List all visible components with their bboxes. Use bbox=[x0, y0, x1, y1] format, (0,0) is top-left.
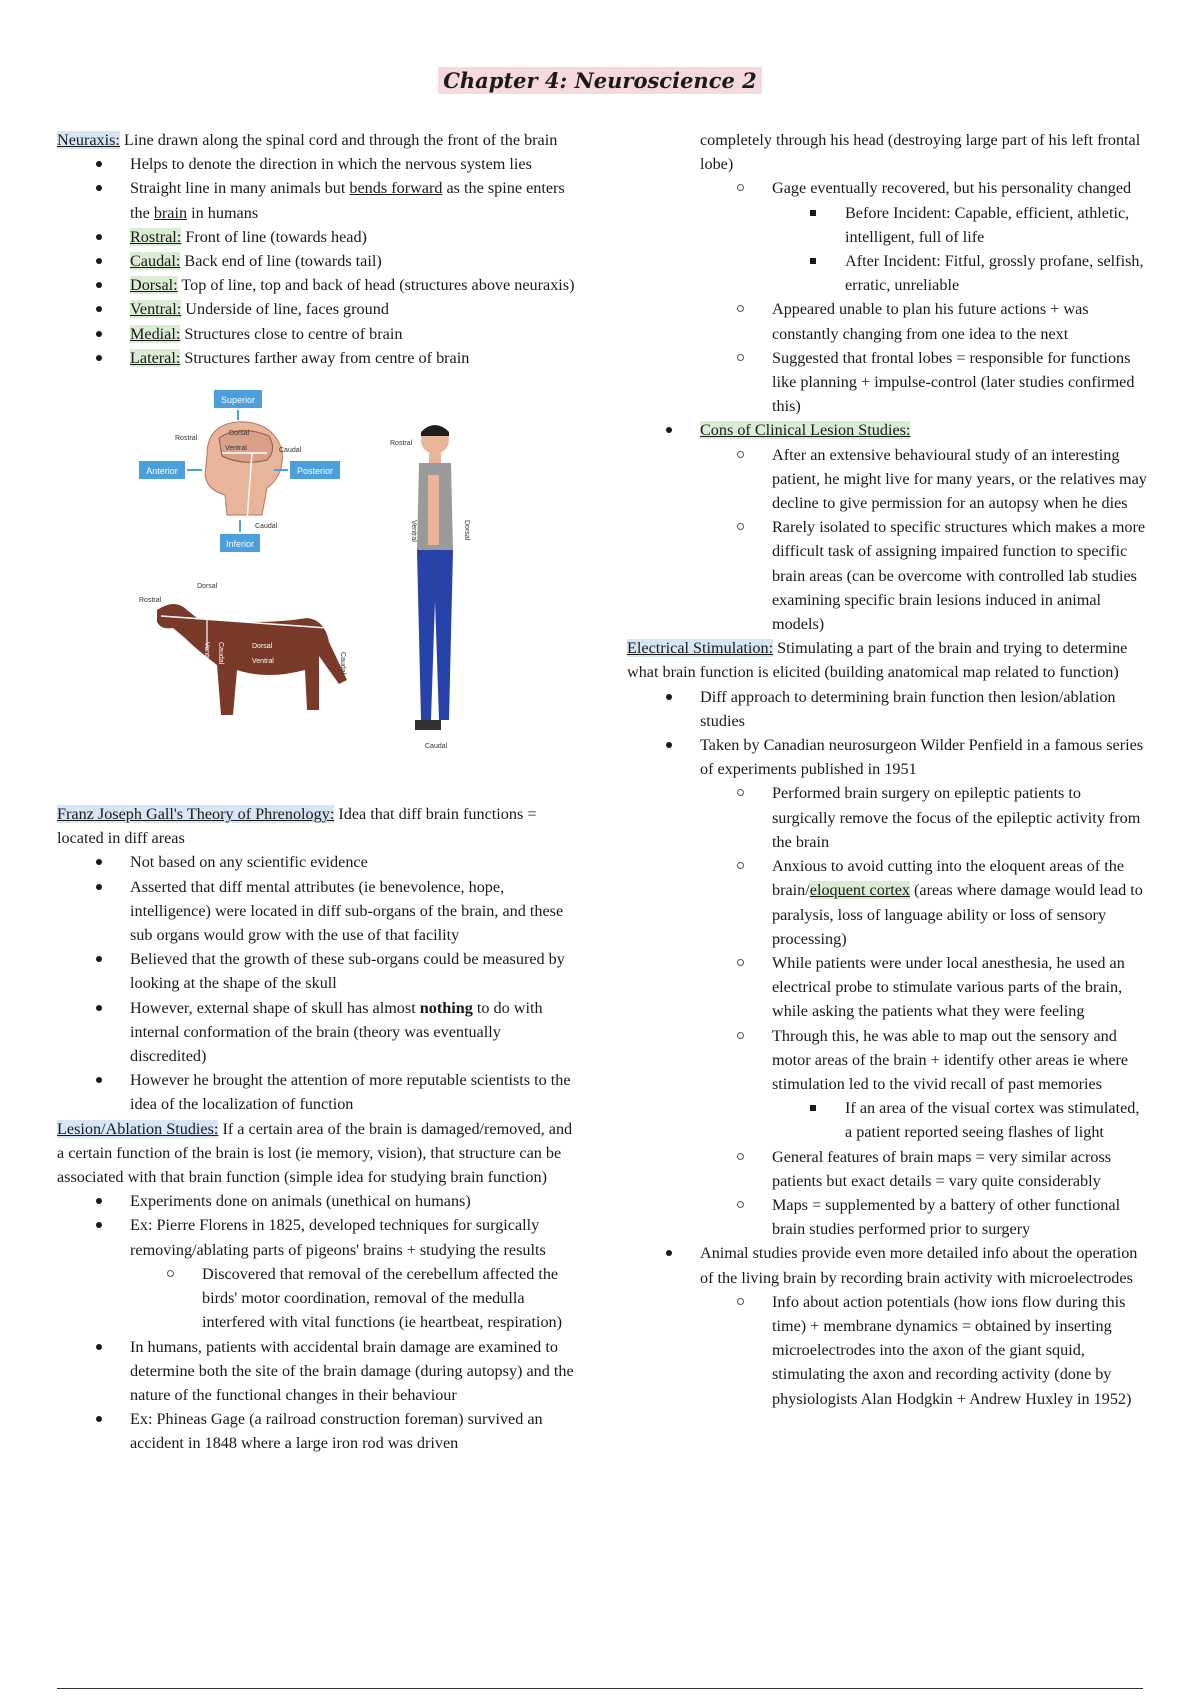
human-arm bbox=[428, 475, 439, 545]
list-item: While patients were under local anesthesia, he used an electrical probe to stimulate various parts of the brain, while asking the patients what they were feeling bbox=[627, 951, 1147, 1024]
medial-term: Medial: bbox=[130, 324, 181, 343]
footer-divider bbox=[57, 1688, 1143, 1689]
neuraxis-term: Neuraxis: bbox=[57, 131, 120, 149]
list-item: After an extensive behavioural study of an interesting patient, he might live for many years, or the relatives may decline to give permission for an autopsy when he dies bbox=[627, 443, 1147, 516]
anterior-label: Anterior bbox=[146, 466, 178, 477]
eloquent-cortex-term: eloquent cortex bbox=[809, 881, 910, 900]
dog-caudal-vertical-label: Caudal bbox=[217, 642, 224, 665]
lesion-list bbox=[57, 1189, 577, 1455]
list-item: Rarely isolated to specific structures which makes a more difficult task of assigning impaired function to specific brain areas (can be overcome with controlled lab studies examining specific brain lesions induced in animal models) bbox=[627, 515, 1147, 636]
human-dorsal-label: Dorsal bbox=[463, 520, 470, 541]
anatomical-directions-figure bbox=[57, 380, 527, 792]
list-item: Dorsal: Top of line, top and back of head (structures above neuraxis) bbox=[57, 273, 577, 297]
list-item: However he brought the attention of more reputable scientists to the idea of the localization of function bbox=[57, 1068, 577, 1116]
dog-dorsal-label-2: Dorsal bbox=[252, 643, 273, 651]
cons-term: Cons of Clinical Lesion Studies: bbox=[700, 421, 911, 440]
lesion-term: Lesion/Ablation Studies: bbox=[57, 1119, 219, 1138]
list-item: Ex: Pierre Florens in 1825, developed techniques for surgically removing/ablating parts of pigeons' brains + studying the results bbox=[57, 1213, 577, 1261]
dog-dorsal-label: Dorsal bbox=[197, 583, 218, 591]
head-rostral-label: Rostral bbox=[175, 435, 198, 443]
inferior-label: Inferior bbox=[225, 539, 255, 550]
dog-caudal-label: Caudal bbox=[339, 652, 346, 675]
list-item: Info about action potentials (how ions flow during this time) + membrane dynamics = obtained by inserting microelectrodes into the axon of the giant squid, stimulating the axon and recording activity (done by physiologists Alan Hodgkin + Andrew Huxley in 1952) bbox=[627, 1290, 1147, 1411]
bold-text: nothing bbox=[419, 998, 473, 1017]
gall-list bbox=[57, 850, 577, 1116]
list-item: Discovered that removal of the cerebellum affected the birds' motor coordination, removal of the medulla interfered with vital functions (ie heartbeat, respiration) bbox=[57, 1262, 577, 1335]
left-column bbox=[57, 128, 577, 1456]
list-item: Performed brain surgery on epileptic patients to surgically remove the focus of the epileptic activity from the brain bbox=[627, 781, 1147, 854]
list-item: Experiments done on animals (unethical on humans) bbox=[57, 1189, 577, 1213]
list-item: Before Incident: Capable, efficient, athletic, intelligent, full of life bbox=[627, 201, 1147, 249]
underlined-text: brain bbox=[153, 203, 188, 222]
list-item: However, external shape of skull has almost nothing to do with internal conformation of the brain (theory was eventually discredited) bbox=[57, 996, 577, 1069]
human-rostral-label: Rostral bbox=[390, 440, 413, 448]
gage-list bbox=[627, 128, 1147, 636]
human-shoe bbox=[415, 720, 441, 730]
electrical-stimulation-definition: Electrical Stimulation: Stimulating a part of the brain and trying to determine what brain function is elicited (building anatomical map related to function) bbox=[627, 639, 1128, 682]
posterior-label: Posterior bbox=[296, 466, 334, 477]
human-hair bbox=[421, 425, 449, 436]
rostral-term: Rostral: bbox=[130, 227, 182, 246]
anatomy-illustration bbox=[57, 380, 527, 792]
list-item: Diff approach to determining brain function then lesion/ablation studies bbox=[627, 685, 1147, 733]
list-item: Ventral: Underside of line, faces ground bbox=[57, 297, 577, 321]
list-item: Suggested that frontal lobes = responsible for functions like planning + impulse-control (later studies confirmed this) bbox=[627, 346, 1147, 419]
caudal-term: Caudal: bbox=[130, 252, 181, 271]
list-item: Anxious to avoid cutting into the eloquent areas of the brain/eloquent cortex (areas where damage would lead to paralysis, loss of language ability or loss of sensory processing) bbox=[627, 854, 1147, 951]
list-item: Appeared unable to plan his future actions + was constantly changing from one idea to the next bbox=[627, 297, 1147, 345]
ventral-term: Ventral: bbox=[130, 300, 182, 319]
list-item: Straight line in many animals but bends forward as the spine enters the brain in humans bbox=[57, 176, 577, 224]
head-caudal-label-2: Caudal bbox=[255, 523, 278, 531]
list-item: Believed that the growth of these sub-organs could be measured by looking at the shape of the skull bbox=[57, 947, 577, 995]
human-diagram bbox=[390, 425, 470, 750]
es-term: Electrical Stimulation: bbox=[627, 639, 774, 658]
human-neck bbox=[429, 453, 441, 463]
head-dorsal-label: Dorsal bbox=[229, 430, 250, 438]
dorsal-term: Dorsal: bbox=[130, 276, 178, 295]
list-item-continuation: completely through his head (destroying large part of his left frontal lobe) bbox=[700, 131, 1141, 174]
gall-definition: Franz Joseph Gall's Theory of Phrenology: Idea that diff brain functions = located in diff areas bbox=[57, 805, 537, 848]
es-list bbox=[627, 685, 1147, 1411]
list-item: Through this, he was able to map out the sensory and motor areas of the brain + identify other areas ie where stimulation led to the vivid recall of past memories bbox=[627, 1024, 1147, 1097]
list-item: Rostral: Front of line (towards head) bbox=[57, 225, 577, 249]
list-item: Maps = supplemented by a battery of other functional brain studies performed prior to surgery bbox=[627, 1193, 1147, 1241]
superior-label: Superior bbox=[220, 395, 256, 406]
dog-diagram bbox=[139, 583, 347, 715]
neuraxis-definition bbox=[57, 128, 577, 152]
list-item: Not based on any scientific evidence bbox=[57, 850, 577, 874]
human-ventral-label: Ventral bbox=[410, 520, 417, 542]
page-title bbox=[0, 68, 1200, 93]
underlined-text: bends forward bbox=[349, 179, 443, 198]
gall-term: Franz Joseph Gall's Theory of Phrenology: bbox=[57, 805, 335, 824]
list-item: Lateral: Structures farther away from centre of brain bbox=[57, 346, 577, 370]
lesion-definition: Lesion/Ablation Studies: If a certain area of the brain is damaged/removed, and a certain function of the brain is lost (ie memory, vision), that structure can be associated with that brain function (simple idea for studying brain function) bbox=[57, 1119, 573, 1187]
neuraxis-list bbox=[57, 152, 577, 370]
list-item: If an area of the visual cortex was stimulated, a patient reported seeing flashes of light bbox=[627, 1096, 1147, 1144]
list-item: Taken by Canadian neurosurgeon Wilder Penfield in a famous series of experiments published in 1951 bbox=[627, 733, 1147, 781]
list-item: Gage eventually recovered, but his personality changed bbox=[627, 176, 1147, 200]
list-item bbox=[627, 418, 1147, 442]
head-diagram bbox=[139, 390, 340, 552]
right-column bbox=[627, 128, 1147, 1411]
human-jeans bbox=[417, 550, 453, 720]
neuraxis-def: Line drawn along the spinal cord and through the front of the brain bbox=[119, 131, 558, 149]
dog-ventral-vertical-label: Ventral bbox=[203, 642, 210, 664]
dog-rostral-label: Rostral bbox=[139, 597, 162, 605]
head-ventral-label: Ventral bbox=[225, 445, 247, 453]
list-item: After Incident: Fitful, grossly profane, selfish, erratic, unreliable bbox=[627, 249, 1147, 297]
list-item: Medial: Structures close to centre of brain bbox=[57, 322, 577, 346]
list-item: Animal studies provide even more detailed info about the operation of the living brain by recording brain activity with microelectrodes bbox=[627, 1241, 1147, 1289]
list-item: In humans, patients with accidental brain damage are examined to determine both the site of the brain damage (during autopsy) and the nature of the functional changes in their behaviour bbox=[57, 1335, 577, 1408]
list-item: Asserted that diff mental attributes (ie benevolence, hope, intelligence) were located in diff sub-organs of the brain, and these sub organs would grow with the use of that facility bbox=[57, 875, 577, 948]
human-caudal-label: Caudal bbox=[425, 743, 448, 751]
list-item: Ex: Phineas Gage (a railroad construction foreman) survived an accident in 1848 where a large iron rod was driven bbox=[57, 1407, 577, 1455]
head-caudal-label: Caudal bbox=[279, 447, 302, 455]
list-item: Caudal: Back end of line (towards tail) bbox=[57, 249, 577, 273]
list-item: General features of brain maps = very similar across patients but exact details = vary quite considerably bbox=[627, 1145, 1147, 1193]
list-item: Helps to denote the direction in which the nervous system lies bbox=[57, 152, 577, 176]
page-title-text: Chapter 4: Neuroscience 2 bbox=[438, 67, 762, 94]
dog-ventral-label: Ventral bbox=[252, 658, 274, 666]
lateral-term: Lateral: bbox=[130, 348, 181, 367]
